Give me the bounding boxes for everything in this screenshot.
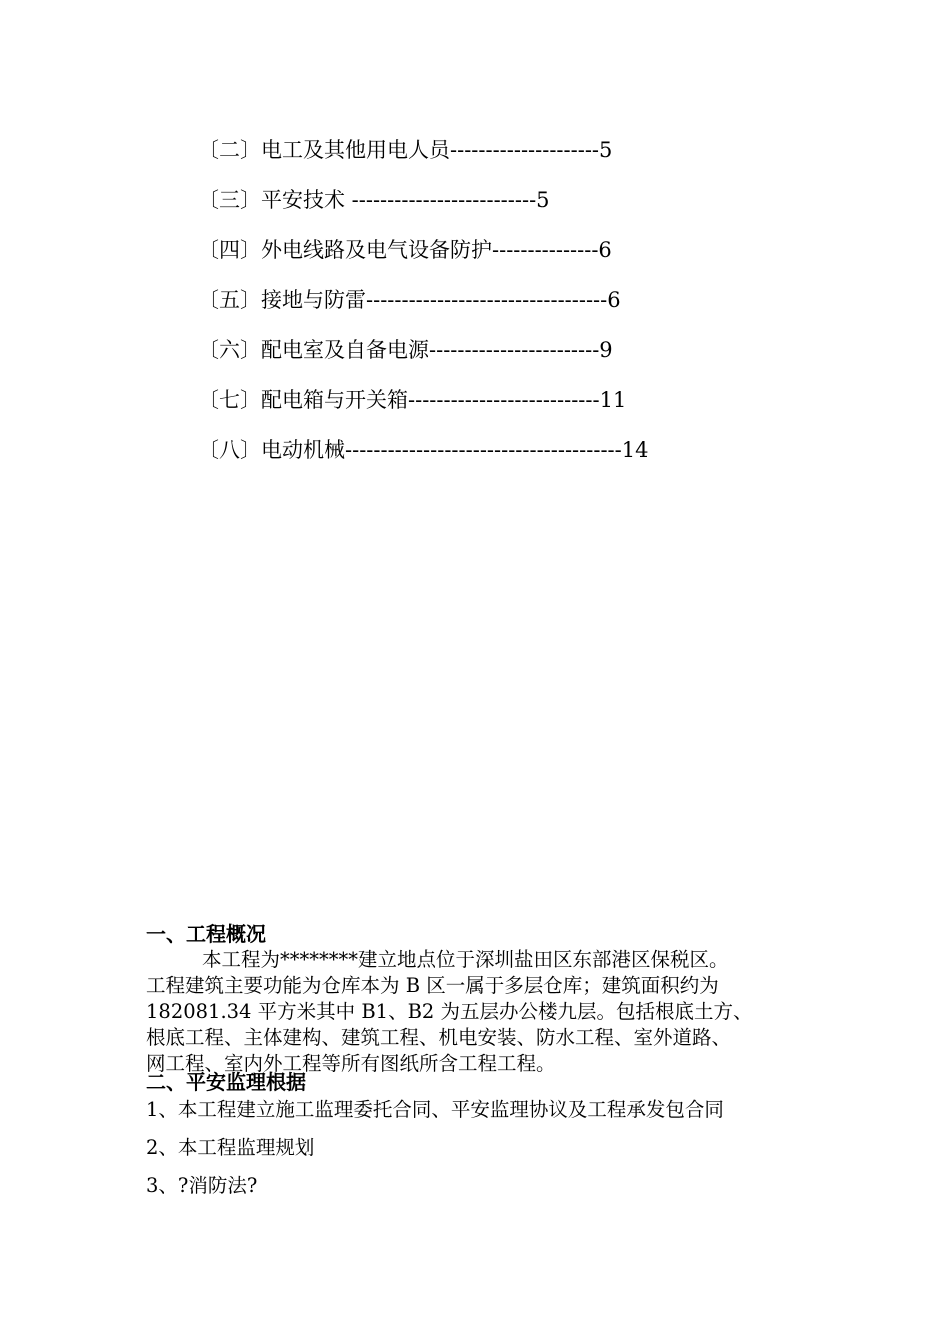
- toc-item: 〔三〕平安技术 --------------------------5: [198, 188, 550, 212]
- section-heading: 一、工程概况: [146, 922, 266, 946]
- paragraph-line: 网工程、室内外工程等所有图纸所含工程工程。: [146, 1052, 556, 1075]
- list-item: 1、本工程建立施工监理委托合同、平安监理协议及工程承发包合同: [146, 1098, 724, 1121]
- paragraph-line: 根底工程、主体建构、建筑工程、机电安装、防水工程、室外道路、: [146, 1026, 732, 1049]
- list-item: 3、?消防法?: [146, 1174, 258, 1197]
- paragraph-line: 182081.34 平方米其中 B1、B2 为五层办公楼九层。包括根底土方、: [146, 1000, 753, 1023]
- list-item: 2、本工程监理规划: [146, 1136, 315, 1159]
- toc-item: 〔五〕接地与防雷----------------------------------6: [198, 288, 621, 312]
- toc-item: 〔六〕配电室及自备电源------------------------9: [198, 338, 613, 362]
- toc-item: 〔四〕外电线路及电气设备防护---------------6: [198, 238, 612, 262]
- overview-paragraph: [146, 947, 866, 1077]
- paragraph-line: 本工程为********建立地点位于深圳盐田区东部港区保税区。: [202, 948, 729, 971]
- table-of-contents: [198, 134, 758, 484]
- section-project-overview: [146, 922, 866, 1077]
- section-heading: 二、平安监理根据: [146, 1070, 306, 1094]
- toc-item: 〔八〕电动机械---------------------------------------14: [198, 438, 649, 462]
- toc-item: 〔七〕配电箱与开关箱---------------------------11: [198, 388, 627, 412]
- paragraph-line: 工程建筑主要功能为仓库本为 B 区一属于多层仓库；建筑面积约为: [146, 974, 719, 997]
- toc-item: 〔二〕电工及其他用电人员---------------------5: [198, 138, 613, 162]
- section-safety-basis: [146, 1070, 866, 1199]
